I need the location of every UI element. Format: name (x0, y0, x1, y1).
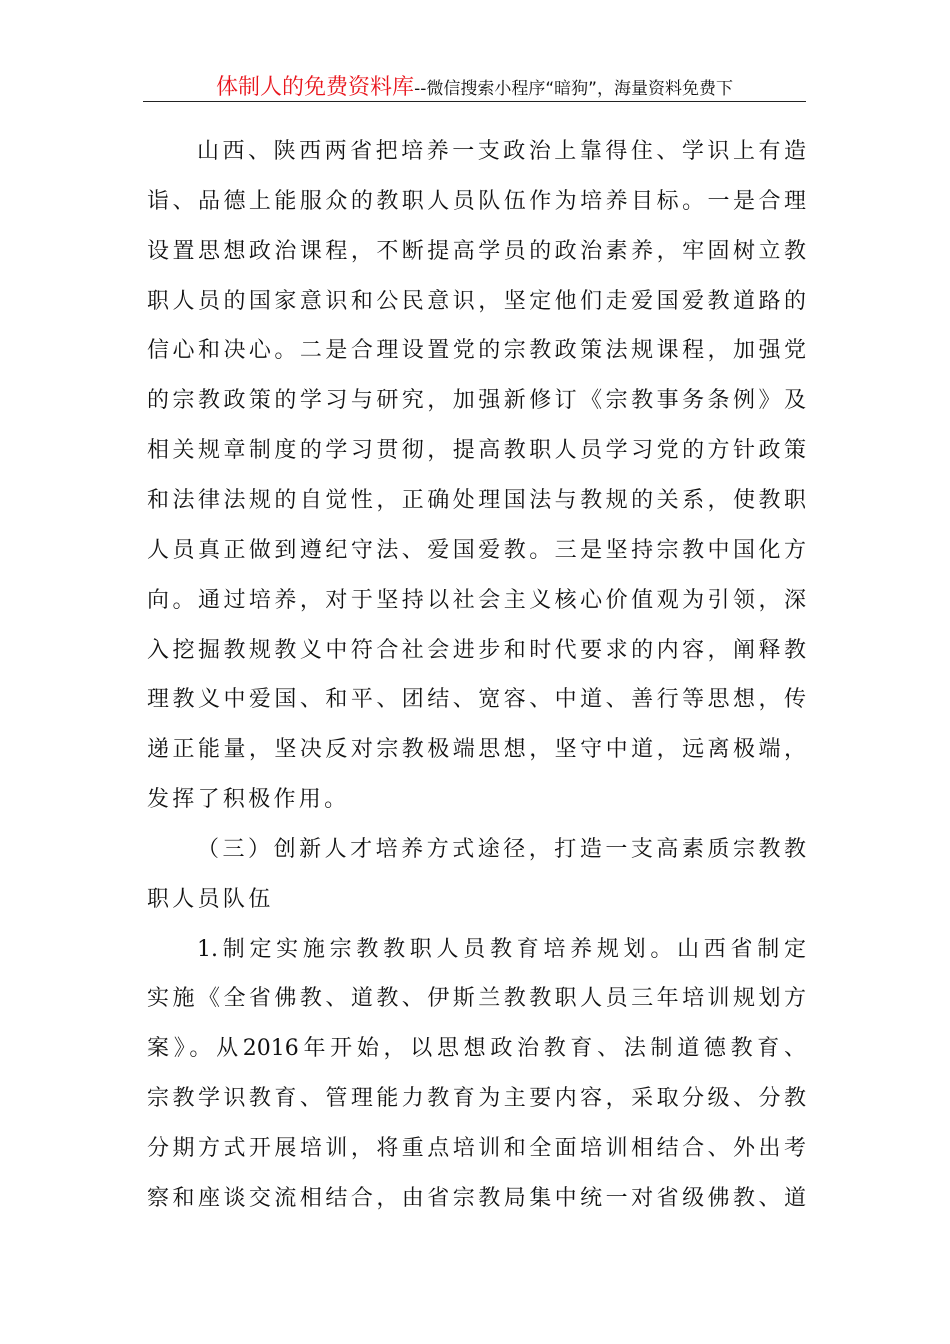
text-line: 察和座谈交流相结合，由省宗教局集中统一对省级佛教、道 (147, 1185, 806, 1211)
header-brand: 体制人的免费资料库 (216, 75, 415, 100)
text-line: 职人员队伍 (147, 886, 274, 912)
text-line: 宗教学识教育、管理能力教育为主要内容，采取分级、分教 (147, 1086, 806, 1112)
text-line: 分期方式开展培训，将重点培训和全面培训相结合、外出考 (147, 1136, 806, 1161)
text-line: 向。通过培养，对于坚持以社会主义核心价值观为引领，深 (147, 587, 806, 613)
text-line: 和法律法规的自觉性，正确处理国法与教规的关系，使教职 (147, 487, 806, 513)
text-line: 1.制定实施宗教教职人员教育培养规划。山西省制定 (197, 936, 806, 962)
text-line: 诣、品德上能服众的教职人员队伍作为培养目标。一是合理 (147, 188, 806, 214)
text-line: 信心和决心。二是合理设置党的宗教政策法规课程，加强党 (147, 338, 806, 364)
header-tagline: --微信搜索小程序“暗狗”，海量资料免费下 (414, 79, 733, 99)
text-line: 山西、陕西两省把培养一支政治上靠得住、学识上有造 (197, 139, 806, 164)
text-line: 实施《全省佛教、道教、伊斯兰教教职人员三年培训规划方 (147, 986, 806, 1012)
text-line: 递正能量，坚决反对宗教极端思想，坚守中道，远离极端， (147, 737, 806, 763)
text-line: 职人员的国家意识和公民意识，坚定他们走爱国爱教道路的 (147, 288, 806, 314)
page-header (143, 70, 806, 102)
text-line: 的宗教政策的学习与研究，加强新修订《宗教事务条例》及 (147, 388, 806, 414)
text-line: 相关规章制度的学习贯彻，提高教职人员学习党的方针政策 (147, 438, 806, 464)
text-line: 入挖掘教规教义中符合社会进步和时代要求的内容，阐释教 (147, 637, 806, 663)
text-line: 案》。从2016年开始，以思想政治教育、法制道德教育、 (147, 1036, 806, 1062)
text-line: 设置思想政治课程，不断提高学员的政治素养，牢固树立教 (147, 238, 806, 264)
text-line: 人员真正做到遵纪守法、爱国爱教。三是坚持宗教中国化方 (147, 537, 806, 563)
text-line: 理教义中爱国、和平、团结、宽容、中道、善行等思想，传 (147, 687, 806, 713)
text-line: 发挥了积极作用。 (147, 787, 350, 813)
text-line: （三）创新人才培养方式途径，打造一支高素质宗教教 (197, 836, 806, 862)
